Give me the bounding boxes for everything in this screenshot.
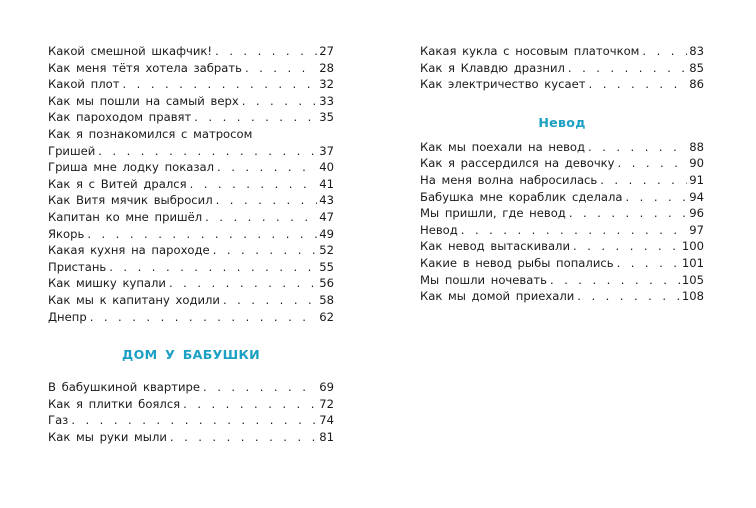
toc-entry-title: Какой плот [48, 77, 120, 92]
dot-leader [205, 209, 317, 226]
toc-entry-title: Как мы к капитану ходили [48, 292, 220, 307]
toc-entry-title: Как невод вытаскивали [420, 239, 571, 254]
toc-entry-title: Как я с Витей дрался [48, 176, 187, 191]
toc-entry-title: Мы пошли ночевать [420, 272, 547, 287]
toc-entry[interactable] [48, 412, 334, 429]
toc-entry-title: В бабушкиной квартире [48, 380, 201, 395]
toc-entry[interactable] [420, 288, 704, 305]
toc-entry-title: Гриша мне лодку показал [48, 160, 215, 175]
toc-entry[interactable] [420, 238, 704, 255]
toc-entry-page: 86 [689, 77, 704, 92]
toc-entry-first-line[interactable] [48, 126, 334, 143]
toc-entry-page: 41 [319, 176, 334, 191]
toc-entry-page: 33 [319, 93, 334, 108]
dot-leader [461, 222, 687, 239]
toc-entry-title: Какая кукла с носовым платочком [420, 44, 640, 58]
toc-entry[interactable] [420, 189, 704, 206]
toc-entry-page: 81 [319, 429, 334, 444]
dot-leader [123, 76, 318, 93]
toc-entry-title: Пристань [48, 259, 107, 274]
toc-entry-title: Якорь [48, 226, 85, 241]
toc-entry-title: Как мы руки мыли [48, 429, 167, 444]
toc-entry-page: 97 [689, 222, 704, 237]
toc-entry[interactable] [48, 292, 334, 309]
toc-entry[interactable] [48, 209, 334, 226]
toc-entry-title: Капитан ко мне пришёл [48, 209, 203, 224]
toc-entry[interactable] [48, 192, 334, 209]
dot-leader [215, 43, 317, 60]
section-heading-dom-u-babushki: ДОМ У БАБУШКИ [122, 347, 260, 363]
toc-entry[interactable] [48, 109, 334, 126]
dot-leader [109, 259, 317, 276]
toc-entry[interactable] [48, 43, 334, 60]
toc-entry[interactable] [48, 309, 334, 326]
toc-entry-title: Как я познакомился с матросом [48, 126, 253, 141]
toc-entry-title: Мы пришли, где невод [420, 206, 566, 221]
toc-entry-page: 58 [319, 292, 334, 307]
toc-entry[interactable] [48, 242, 334, 259]
toc-entry[interactable] [48, 159, 334, 176]
section-heading-nevod: Невод [538, 114, 586, 130]
toc-entry[interactable] [48, 226, 334, 243]
toc-entry-page: 43 [319, 193, 334, 208]
toc-entry-page: 32 [319, 77, 334, 92]
toc-entry-page: 72 [319, 396, 334, 411]
toc-entry-title: Как мы пошли на самый верх [48, 93, 239, 108]
toc-entry[interactable] [420, 272, 704, 289]
dot-leader [169, 275, 317, 292]
toc-entry-page: 94 [689, 189, 704, 204]
toc-entry-page: 35 [319, 110, 334, 125]
dot-leader [642, 43, 687, 60]
dot-leader [618, 155, 688, 172]
dot-leader [194, 109, 317, 126]
toc-entry-page: 49 [319, 226, 334, 241]
dot-leader [589, 76, 688, 93]
toc-right-column [420, 0, 704, 305]
toc-entry[interactable] [420, 76, 704, 93]
dot-leader [170, 429, 317, 446]
toc-entry-page: 105 [681, 272, 704, 287]
toc-entry-title: Как мы домой приехали [420, 289, 575, 304]
toc-entry-title: Как я Клавдю дразнил [420, 60, 565, 75]
toc-entry-title: Как пароходом правят [48, 110, 192, 125]
toc-entry-page: 83 [689, 44, 704, 58]
toc-entry[interactable] [48, 429, 334, 446]
toc-entry[interactable] [420, 205, 704, 222]
toc-entry-title: Как мишку купали [48, 276, 166, 291]
toc-entry[interactable] [48, 60, 334, 77]
toc-list-right-section2 [420, 139, 704, 305]
toc-entry-page: 27 [319, 44, 334, 58]
toc-entry-title: Днепр [48, 309, 87, 324]
toc-list-right [420, 43, 704, 93]
toc-entry[interactable] [420, 139, 704, 156]
toc-entry-title: Как мы поехали на невод [420, 139, 586, 154]
toc-entry-page: 47 [319, 209, 334, 224]
toc-entry-page: 101 [681, 255, 704, 270]
toc-entry-page: 74 [319, 413, 334, 428]
toc-entry-title: Гришей [48, 143, 96, 158]
dot-leader [223, 292, 317, 309]
toc-entry[interactable] [420, 155, 704, 172]
dot-leader [183, 396, 317, 413]
dot-leader [617, 255, 680, 272]
toc-entry[interactable] [48, 93, 334, 110]
toc-entry-title: Какой смешной шкафчик! [48, 44, 213, 58]
dot-leader [216, 192, 318, 209]
dot-leader [190, 176, 318, 193]
toc-entry-title: Газ [48, 413, 69, 428]
dot-leader [577, 288, 680, 305]
toc-entry[interactable] [48, 76, 334, 93]
dot-leader [569, 205, 687, 222]
toc-entry-page: 91 [689, 172, 704, 187]
toc-entry[interactable] [420, 43, 704, 60]
toc-entry[interactable] [48, 379, 334, 396]
toc-entry-title: Как Витя мячик выбросил [48, 193, 213, 208]
dot-leader [588, 139, 687, 156]
dot-leader [626, 189, 688, 206]
dot-leader [242, 93, 318, 110]
toc-entry[interactable] [420, 255, 704, 272]
toc-entry-title: Как я рассердился на девочку [420, 156, 615, 171]
toc-entry-title: Какая кухня на пароходе [48, 243, 210, 258]
toc-entry[interactable] [48, 143, 334, 160]
toc-entry-page: 108 [681, 289, 704, 304]
toc-entry-page: 96 [689, 206, 704, 221]
dot-leader [550, 272, 680, 289]
toc-entry-page: 90 [689, 156, 704, 171]
dot-leader [245, 60, 317, 77]
toc-entry-title: Невод [420, 222, 458, 237]
toc-entry-page: 56 [319, 276, 334, 291]
toc-entry[interactable] [48, 259, 334, 276]
toc-entry-page: 28 [319, 60, 334, 75]
dot-leader [573, 238, 680, 255]
toc-entry-title: Как меня тётя хотела забрать [48, 60, 242, 75]
toc-entry-title: Бабушка мне кораблик сделала [420, 189, 623, 204]
toc-entry-page: 55 [319, 259, 334, 274]
dot-leader [71, 412, 317, 429]
toc-entry[interactable] [48, 275, 334, 292]
toc-entry-title: Как электричество кусает [420, 77, 586, 92]
toc-entry-page: 37 [319, 143, 334, 158]
toc-entry-title: Какие в невод рыбы попались [420, 255, 614, 270]
dot-leader [600, 172, 687, 189]
toc-entry[interactable] [48, 176, 334, 193]
toc-entry-page: 52 [319, 243, 334, 258]
toc-entry-title: Как я плитки боялся [48, 396, 181, 411]
toc-entry[interactable] [420, 60, 704, 77]
toc-list-left [48, 43, 334, 325]
dot-leader [98, 143, 317, 160]
toc-entry-page: 88 [689, 139, 704, 154]
dot-leader [203, 379, 317, 396]
toc-entry[interactable] [420, 222, 704, 239]
dot-leader [90, 309, 318, 326]
toc-entry-page: 40 [319, 160, 334, 175]
toc-left-column [48, 0, 334, 445]
toc-entry-page: 69 [319, 380, 334, 395]
dot-leader [87, 226, 317, 243]
dot-leader [568, 60, 687, 77]
toc-entry-title: На меня волна набросилась [420, 172, 598, 187]
toc-entry[interactable] [48, 396, 334, 413]
dot-leader [213, 242, 318, 259]
toc-list-left-section2 [48, 379, 334, 445]
toc-entry[interactable] [420, 172, 704, 189]
toc-entry-page: 62 [319, 309, 334, 324]
toc-entry-page: 100 [681, 239, 704, 254]
toc-entry-page: 85 [689, 60, 704, 75]
dot-leader [217, 159, 317, 176]
